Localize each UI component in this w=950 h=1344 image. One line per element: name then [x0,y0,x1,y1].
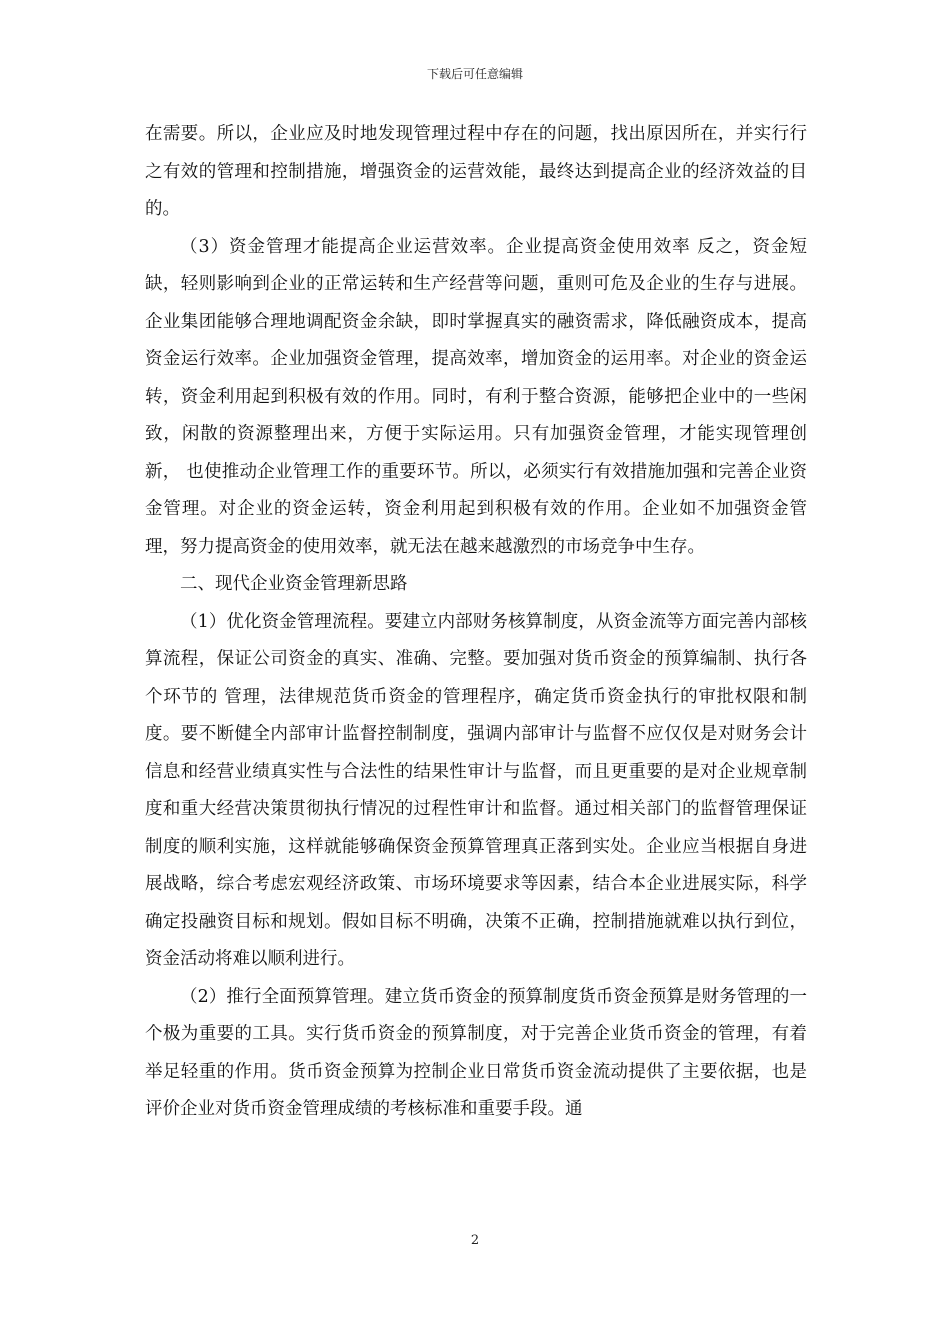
section-heading: 二、现代企业资金管理新思路 [180,574,408,594]
document-body [145,116,807,1129]
paragraph-budget-management: （2）推行全面预算管理。建立货币资金的预算制度货币资金预算是财务管理的一个极为重要的工具。实行货币资金的预算制度，对于完善企业货币资金的管理，有着举足轻重的作用。货币资金预算为控制企业日常货币资金流动提供了主要依据，也是评价企业对货币资金管理成绩的考核标准和重要手段。通 [145,986,807,1119]
paragraph-optimize-process: （1）优化资金管理流程。要建立内部财务核算制度，从资金流等方面完善内部核算流程，保证公司资金的真实、准确、完整。要加强对货币资金的预算编制、执行各个环节的 管理，法律规范货币资金的管理程序，确定货币资金执行的审批权限和制度。要不断健全内部审计监督控制制度，强调内部审计与监督不应仅仅是对财务会计信息和经营业绩真实性与合法性的结果性审计与监督，而且更重要的是对企业规章制度和重大经营决策贯彻执行情况的过程性审计和监督。通过相关部门的监督管理保证制度的顺利实施，这样就能够确保资金预算管理真正落到实处。企业应当根据自身进展战略，综合考虑宏观经济政策、市场环境要求等因素，结合本企业进展实际，科学确定投融资目标和规划。假如目标不明确，决策不正确，控制措施就难以执行到位，资金活动将难以顺利进行。 [145,611,807,969]
page-number: 2 [470,1233,480,1248]
paragraph-continuation: 在需要。所以，企业应及时地发现管理过程中存在的问题，找出原因所在，并实行行之有效的管理和控制措施，增强资金的运营效能，最终达到提高企业的经济效益的目的。 [145,124,807,219]
paragraph-operating-efficiency: （3）资金管理才能提高企业运营效率。企业提高资金使用效率 反之，资金短缺，轻则影响到企业的正常运转和生产经营等问题，重则可危及企业的生存与进展。企业集团能够合理地调配资金余缺，即时掌握真实的融资需求，降低融资成本，提高资金运行效率。企业加强资金管理，提高效率，增加资金的运用率。对企业的资金运转，资金利用起到积极有效的作用。同时，有利于整合资源，能够把企业中的一些闲致，闲散的资源整理出来，方便于实际运用。只有加强资金管理，才能实现管理创新， 也使推动企业管理工作的重要环节。所以，必须实行有效措施加强和完善企业资金管理。对企业的资金运转，资金利用起到积极有效的作用。企业如不加强资金管理，努力提高资金的使用效率，就无法在越来越激烈的市场竞争中生存。 [145,236,807,557]
page-header: 下载后可任意编辑 [426,67,523,81]
